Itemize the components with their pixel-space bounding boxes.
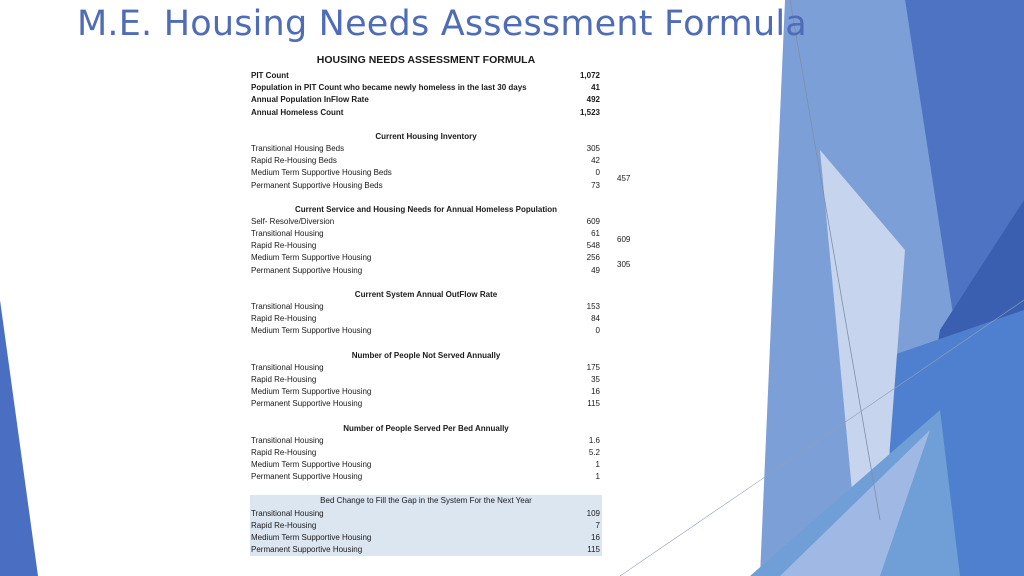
row-value: 7 (595, 520, 600, 530)
table-row (250, 544, 602, 556)
row-value: 84 (591, 314, 600, 324)
row-label: Rapid Re-Housing (251, 447, 317, 457)
table-row (250, 362, 602, 374)
table-row (250, 325, 602, 337)
table-row (250, 252, 602, 264)
section-heading-not-served: Number of People Not Served Annually (351, 350, 501, 360)
row-label: Annual Homeless Count (251, 107, 344, 117)
row-label: Transitional Housing (251, 362, 324, 372)
table-row (250, 301, 602, 313)
table-row (250, 265, 602, 277)
row-value: 42 (591, 156, 600, 166)
section-heading-bed-change: Bed Change to Fill the Gap in the System For the Next Year (320, 496, 532, 506)
row-value: 109 (586, 508, 600, 518)
row-value: 492 (586, 95, 600, 105)
row-label: Medium Term Supportive Housing Beds (251, 168, 392, 178)
table-row (250, 386, 602, 398)
table-row (250, 520, 602, 532)
table-row (250, 216, 602, 228)
table-row (250, 94, 602, 106)
table-row (250, 228, 602, 240)
table-row (250, 143, 602, 155)
row-label: Medium Term Supportive Housing (251, 533, 372, 542)
table-row (250, 70, 602, 82)
row-label: Transitional Housing (251, 508, 324, 518)
row-value: 49 (591, 265, 600, 275)
row-value: 1 (595, 460, 600, 470)
bed-change-block (250, 495, 602, 556)
table-row (250, 471, 602, 483)
row-label: PIT Count (251, 71, 289, 80)
assessment-table (250, 53, 602, 556)
row-value: 41 (591, 83, 600, 93)
table-row (250, 374, 602, 386)
row-value: 1,072 (579, 71, 600, 80)
row-value: 61 (591, 229, 600, 239)
table-row (250, 532, 602, 544)
row-value: 0 (595, 326, 600, 336)
table-row (250, 435, 602, 447)
table-row (250, 459, 602, 471)
row-label: Rapid Re-Housing Beds (251, 156, 337, 166)
row-value: 115 (587, 399, 600, 409)
section-heading-needs: Current Service and Housing Needs for Annual Homeless Population (295, 204, 557, 214)
inventory-side-total: 457 (617, 174, 631, 183)
table-title: HOUSING NEEDS ASSESSMENT FORMULA (316, 54, 536, 66)
row-label: Medium Term Supportive Housing (251, 326, 372, 336)
table-row (250, 155, 602, 167)
row-value: 16 (591, 533, 600, 542)
left-edge-shape (0, 300, 38, 576)
section-heading-served-per-bed: Number of People Served Per Bed Annually (343, 423, 509, 433)
row-label: Transitional Housing (251, 435, 324, 445)
row-label: Medium Term Supportive Housing (251, 460, 372, 470)
row-value: 256 (586, 253, 600, 263)
row-value: 1,523 (579, 107, 600, 117)
row-value: 609 (586, 216, 600, 226)
row-value: 175 (586, 362, 600, 372)
row-label: Rapid Re-Housing (251, 314, 317, 324)
row-label: Rapid Re-Housing (251, 374, 317, 384)
needs-side-note-2: 305 (617, 260, 631, 269)
table-row (250, 398, 602, 410)
row-label: Transitional Housing (251, 229, 324, 239)
row-value: 153 (586, 302, 600, 311)
row-value: 305 (586, 143, 600, 153)
row-value: 35 (591, 374, 600, 384)
row-label: Population in PIT Count who became newly homeless in the last 30 days (251, 83, 527, 93)
table-row (250, 180, 602, 192)
row-label: Annual Population InFlow Rate (251, 95, 369, 105)
row-label: Transitional Housing Beds (251, 143, 345, 153)
row-label: Rapid Re-Housing (251, 241, 317, 251)
row-label: Permanent Supportive Housing (251, 399, 363, 409)
table-row (250, 107, 602, 119)
section-heading-inventory: Current Housing Inventory (375, 131, 477, 141)
row-label: Medium Term Supportive Housing (251, 253, 372, 263)
table-row (250, 508, 602, 520)
row-value: 5.2 (588, 447, 600, 457)
table-row (250, 82, 602, 94)
table-row (250, 313, 602, 325)
row-value: 0 (595, 168, 600, 178)
table-row (250, 240, 602, 252)
row-label: Medium Term Supportive Housing (251, 387, 372, 397)
row-label: Transitional Housing (251, 302, 324, 311)
needs-side-note-1: 609 (617, 235, 631, 244)
slide-title: M.E. Housing Needs Assessment Formula (77, 4, 807, 44)
row-value: 1.6 (588, 435, 600, 445)
row-value: 115 (587, 545, 600, 555)
table-row (250, 167, 602, 179)
row-label: Permanent Supportive Housing (251, 472, 363, 482)
row-value: 73 (591, 180, 600, 190)
table-row (250, 447, 602, 459)
row-label: Permanent Supportive Housing (251, 265, 363, 275)
row-value: 16 (591, 387, 600, 397)
row-label: Rapid Re-Housing (251, 520, 317, 530)
section-heading-outflow: Current System Annual OutFlow Rate (354, 289, 498, 299)
row-label: Permanent Supportive Housing (251, 545, 363, 555)
row-value: 1 (595, 472, 600, 482)
row-label: Self- Resolve/Diversion (251, 216, 335, 226)
row-label: Permanent Supportive Housing Beds (251, 180, 383, 190)
row-value: 548 (586, 241, 600, 251)
